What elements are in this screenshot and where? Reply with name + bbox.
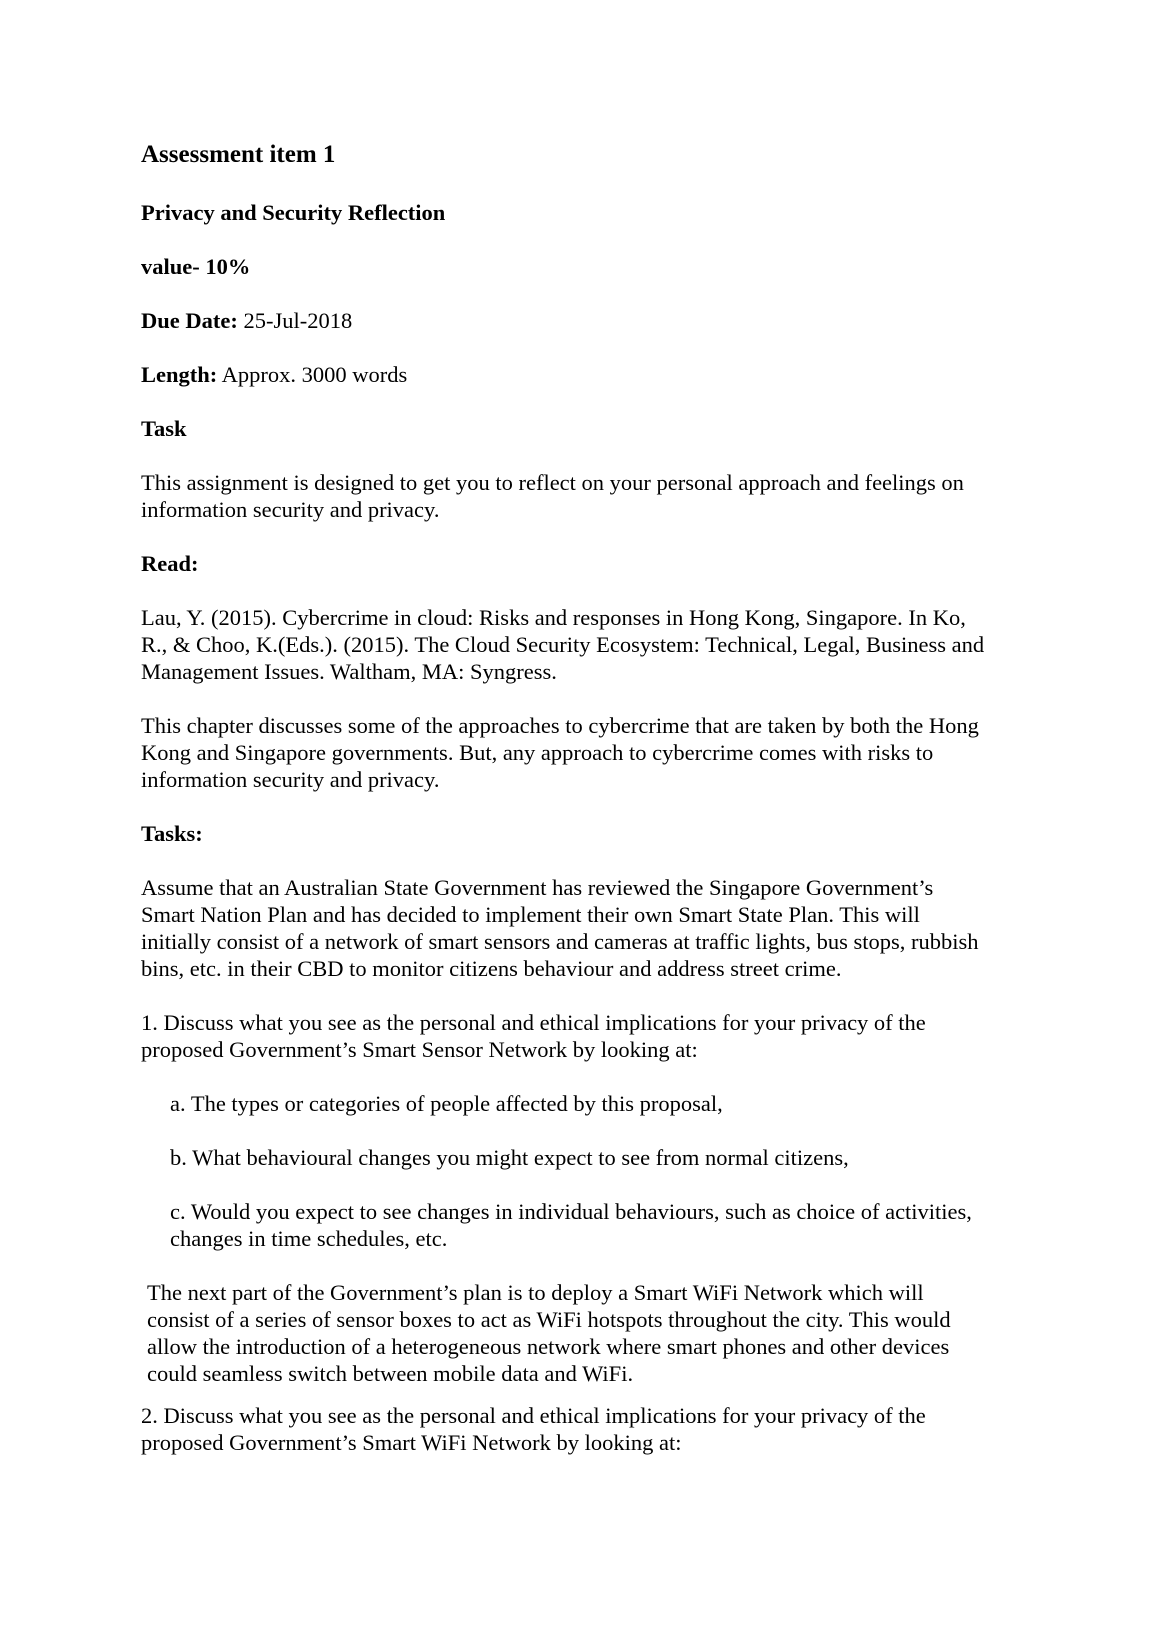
list-item: b. What behavioural changes you might expect to see from normal citizens, [170, 1145, 849, 1170]
chapter-summary-paragraph [141, 712, 979, 793]
length-line [141, 361, 407, 388]
question-1-line: proposed Government’s Smart Sensor Network by looking at: [141, 1037, 698, 1062]
tasks-heading: Tasks: [141, 821, 203, 846]
question-2 [141, 1402, 926, 1456]
reference-line: Management Issues. Waltham, MA: Syngress. [141, 659, 557, 684]
list-item: changes in time schedules, etc. [170, 1226, 448, 1251]
wifi-plan-paragraph [147, 1279, 951, 1387]
assessment-value: value- 10% [141, 254, 251, 279]
list-item: c. Would you expect to see changes in individual behaviours, such as choice of activities, [170, 1199, 972, 1224]
document-subtitle: Privacy and Security Reflection [141, 200, 446, 225]
question-1-line: 1. Discuss what you see as the personal and ethical implications for your privacy of the [141, 1010, 926, 1035]
question-1-item-a [170, 1090, 723, 1117]
reference-line: R., & Choo, K.(Eds.). (2015). The Cloud Security Ecosystem: Technical, Legal, Business and [141, 632, 985, 657]
scenario-line: bins, etc. in their CBD to monitor citizens behaviour and address street crime. [141, 956, 842, 981]
task-line: information security and privacy. [141, 497, 440, 522]
due-date-label: Due Date: [141, 308, 238, 333]
document-title: Assessment item 1 [141, 141, 336, 168]
reference-line: Lau, Y. (2015). Cybercrime in cloud: Risks and responses in Hong Kong, Singapore. In Ko, [141, 605, 966, 630]
question-1 [141, 1009, 926, 1063]
scenario-paragraph [141, 874, 979, 982]
length-label: Length: [141, 362, 218, 387]
wifi-plan-line: could seamless switch between mobile data and WiFi. [147, 1361, 634, 1386]
task-heading: Task [141, 416, 187, 441]
chapter-summary-line: This chapter discusses some of the approaches to cybercrime that are taken by both the Hong [141, 713, 979, 738]
length-value: Approx. 3000 words [221, 362, 408, 387]
due-date-value: 25-Jul-2018 [243, 308, 353, 333]
question-2-line: proposed Government’s Smart WiFi Network by looking at: [141, 1430, 682, 1455]
list-item: a. The types or categories of people affected by this proposal, [170, 1091, 723, 1116]
scenario-line: Smart Nation Plan and has decided to implement their own Smart State Plan. This will [141, 902, 920, 927]
due-date-line [141, 307, 352, 334]
task-line: This assignment is designed to get you to reflect on your personal approach and feelings on [141, 470, 964, 495]
question-1-item-b [170, 1144, 849, 1171]
wifi-plan-line: allow the introduction of a heterogeneous network where smart phones and other devices [147, 1334, 950, 1359]
read-heading: Read: [141, 551, 199, 576]
question-1-item-c [170, 1198, 972, 1252]
wifi-plan-line: The next part of the Government’s plan is to deploy a Smart WiFi Network which will [147, 1280, 924, 1305]
scenario-line: Assume that an Australian State Government has reviewed the Singapore Government’s [141, 875, 934, 900]
chapter-summary-line: Kong and Singapore governments. But, any approach to cybercrime comes with risks to [141, 740, 934, 765]
chapter-summary-line: information security and privacy. [141, 767, 440, 792]
wifi-plan-line: consist of a series of sensor boxes to act as WiFi hotspots throughout the city. This would [147, 1307, 951, 1332]
scenario-line: initially consist of a network of smart sensors and cameras at traffic lights, bus stops, rubbish [141, 929, 979, 954]
reference-paragraph [141, 604, 984, 685]
task-paragraph [141, 469, 964, 523]
question-2-line: 2. Discuss what you see as the personal and ethical implications for your privacy of the [141, 1403, 926, 1428]
